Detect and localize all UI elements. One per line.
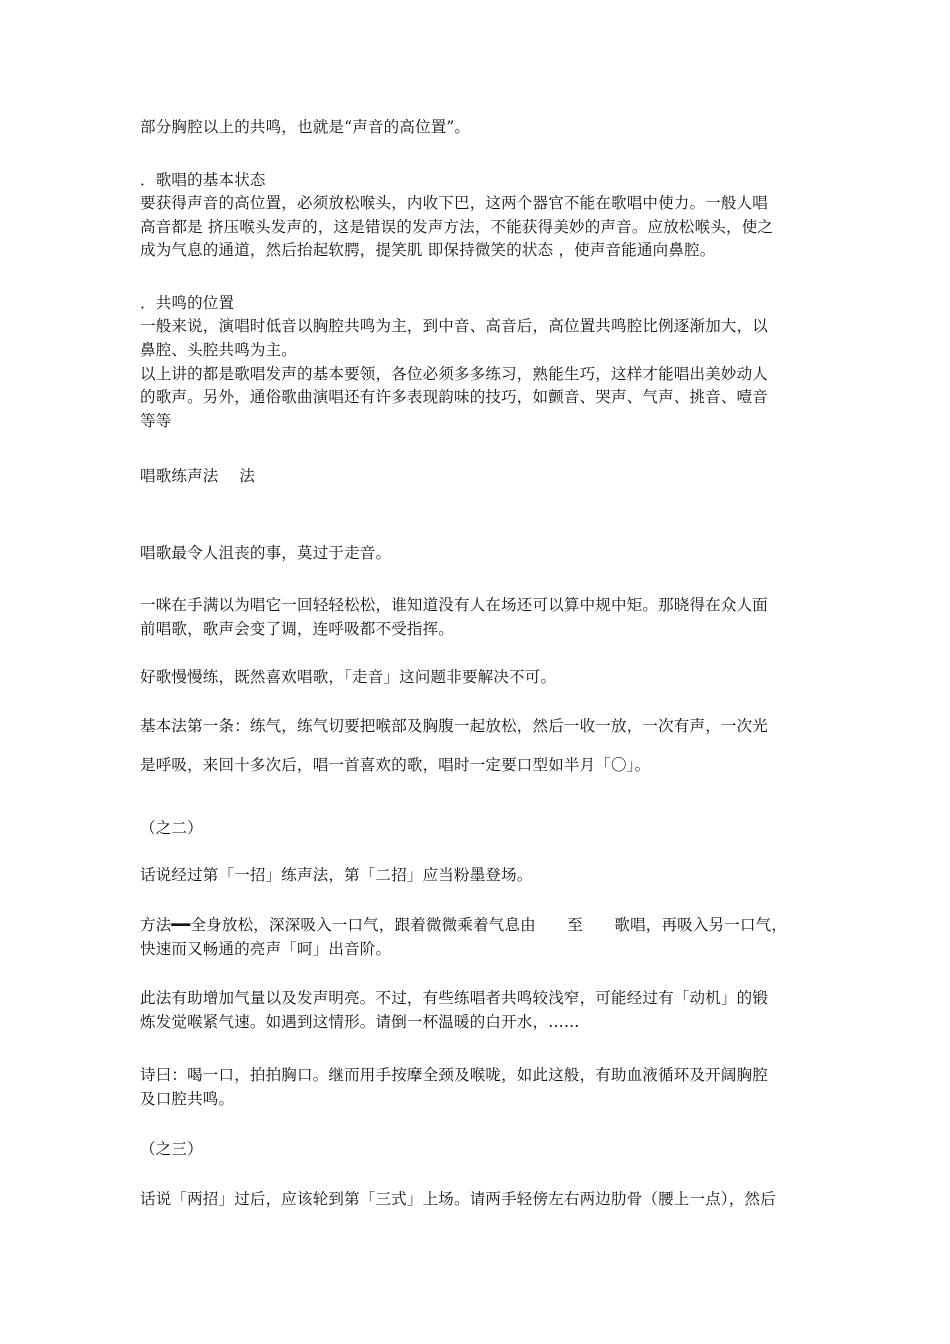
text-line: 成为气息的通道，然后抬起软腭，提笑肌 即保持微笑的状态 ，使声音能通向鼻腔。	[140, 241, 716, 259]
text-line: 部分胸腔以上的共鸣，也就是“声音的高位置”。	[140, 118, 471, 136]
text-line: 是呼吸，来回十多次后，唱一首喜欢的歌，唱时一定要口型如半月「〇」。	[140, 756, 651, 774]
section-marker: （之二）	[140, 819, 203, 837]
text-line: 基本法第一条：练气，练气切要把喉部及胸腹一起放松，然后一收一放，一次有声，一次光	[140, 717, 769, 735]
section-heading: ．歌唱的基本状态	[140, 171, 266, 189]
text-line: 及口腔共鸣。	[140, 1090, 235, 1108]
text-line: 高音都是 挤压喉头发声的，这是错误的发声方法，不能获得美妙的声音。应放松喉头，使之	[140, 218, 774, 236]
text-line: 话说经过第「一招」练声法，第「二招」应当粉墨登场。	[140, 866, 533, 884]
text-line: 以上讲的都是歌唱发声的基本要领，各位必须多多练习，熟能生巧，这样才能唱出美妙动人	[140, 365, 769, 383]
text-line: 鼻腔、头腔共鸣为主。	[140, 341, 298, 359]
text-line: 方法━━全身放松，深深吸入一口气，跟着微微乘着气息由 至 歌唱，再吸入另一口气，	[140, 916, 788, 934]
text-line: 的歌声。另外，通俗歌曲演唱还有许多表现韵味的技巧，如颤音、哭声、气声、挑音、噎音	[140, 388, 769, 406]
text-line: 前唱歌，歌声会变了调，连呼吸都不受指挥。	[140, 620, 455, 638]
text-line: 话说「两招」过后，应该轮到第「三式」上场。请两手轻傍左右两边肋骨（腰上一点），然后	[140, 1190, 776, 1208]
text-line: 诗曰：喝一口，拍拍胸口。继而用手按摩全颈及喉咙，如此这般，有助血液循环及开阔胸腔	[140, 1066, 769, 1084]
section-title: 唱歌练声法 法	[140, 467, 256, 485]
text-line: 快速而又畅通的亮声「呵」出音阶。	[140, 940, 392, 958]
text-line: 等等	[140, 412, 172, 430]
text-line: 一般来说，演唱时低音以胸腔共鸣为主，到中音、高音后，高位置共鸣腔比例逐渐加大，以	[140, 317, 769, 335]
section-marker: （之三）	[140, 1140, 203, 1158]
text-line: 唱歌最令人沮丧的事，莫过于走音。	[140, 544, 392, 562]
text-line: 此法有助增加气量以及发声明亮。不过，有些练唱者共鸣较浅窄，可能经过有「动机」的锻	[140, 989, 769, 1007]
text-line: 一咪在手满以为唱它一回轻轻松松，谁知道没有人在场还可以算中规中矩。那晓得在众人面	[140, 596, 769, 614]
section-heading: ．共鸣的位置	[140, 294, 235, 312]
text-line: 要获得声音的高位置，必须放松喉头，内收下巴，这两个器官不能在歌唱中使力。一般人唱	[140, 194, 769, 212]
text-line: 炼发觉喉紧气速。如遇到这情形。请倒一杯温暖的白开水，……	[140, 1013, 580, 1031]
text-line: 好歌慢慢练，既然喜欢唱歌，「走音」这问题非要解决不可。	[140, 668, 557, 686]
